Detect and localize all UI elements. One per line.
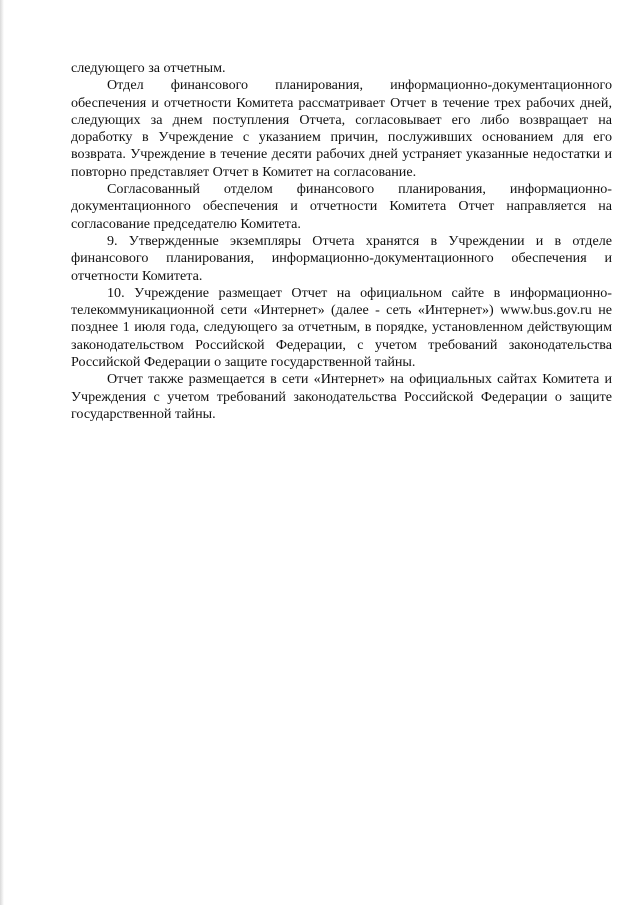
paragraph-publication: Отчет также размещается в сети «Интернет» на официальных сайтах Комитета и Учреждения с учетом требований законодательства Российской Федерации о защите государственной тайны. [71,371,612,422]
paragraph-approval: Согласованный отделом финансового планирования, информационно-документационного обеспечения и отчетности Комитета Отчет направляется на согласование председателю Комитета. [71,181,612,232]
paragraph-review-procedure: Отдел финансового планирования, информационно-документационного обеспечения и отчетности Комитета рассматривает Отчет в течение трех рабочих дней, следующих за днем поступления Отчета, согласовывает его либо возвращает на доработку в Учреждение с указанием причин, послуживших основанием для его возврата. Учреждение в течение десяти рабочих дней устраняет указанные недостатки и повторно представляет Отчет в Комитет на согласование. [71,77,612,180]
document-body [71,60,612,423]
scan-edge [0,0,4,905]
paragraph-item-9: 9. Утвержденные экземпляры Отчета хранятся в Учреждении и в отделе финансового планирования, информационно-документационного обеспечения и отчетности Комитета. [71,232,612,284]
paragraph-continuation: следующего за отчетным. [71,60,226,76]
paragraph-item-10: 10. Учреждение размещает Отчет на официальном сайте в информационно-телекоммуникационной сети «Интернет» (далее - сеть «Интернет») www.bus.gov.ru не позднее 1 июля года, следующего за отчетным, в порядке, установленном действующим законодательством Российской Федерации, с учетом требований законодательства Российской Федерации о защите государственной тайны. [71,284,612,371]
